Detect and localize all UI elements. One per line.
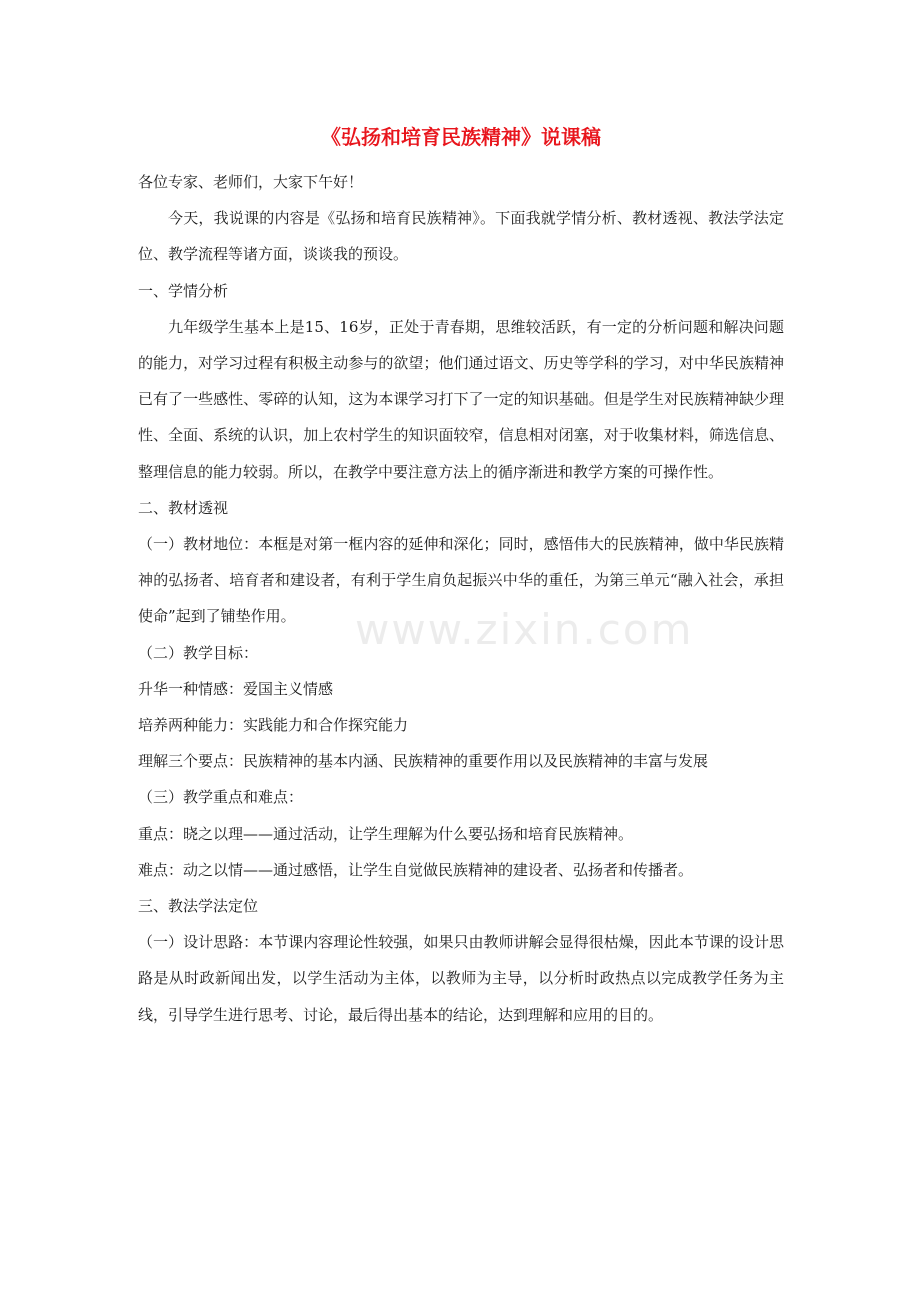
document-page xyxy=(138,0,784,1302)
body-line: 重点：晓之以理——通过活动，让学生理解为什么要弘扬和培育民族精神。 xyxy=(138,824,634,843)
body-paragraph: （一）设计思路：本节课内容理论性较强，如果只由教师讲解会显得很枯燥，因此本节课的设计思路是从时政新闻出发，以学生活动为主体，以教师为主导，以分析时政热点以完成教学任务为主线，引导学生进行思考、讨论，最后得出基本的结论，达到理解和应用的目的。 xyxy=(138,933,784,1024)
document-body xyxy=(138,164,784,1033)
body-line: 难点：动之以情——通过感悟，让学生自觉做民族精神的建设者、弘扬者和传播者。 xyxy=(138,860,694,879)
body-paragraph: 九年级学生基本上是15、16岁，正处于青春期，思维较活跃，有一定的分析问题和解决问题的能力，对学习过程有积极主动参与的欲望；他们通过语文、历史等学科的学习，对中华民族精神已有了一些感性、零碎的认知，这为本课学习打下了一定的知识基础。但是学生对民族精神缺少理性、全面、系统的认识，加上农村学生的知识面较窄，信息相对闭塞，对于收集材料，筛选信息、整理信息的能力较弱。所以，在教学中要注意方法上的循序渐进和教学方案的可操作性。 xyxy=(138,317,784,481)
section-heading: 二、教材透视 xyxy=(138,498,229,517)
body-line: 升华一种情感：爱国主义情感 xyxy=(138,679,334,698)
document-title: 《弘扬和培育民族精神》说课稿 xyxy=(321,125,601,149)
intro-paragraph: 今天，我说课的内容是《弘扬和培育民族精神》。下面我就学情分析、教材透视、教法学法定位、教学流程等诸方面，谈谈我的预设。 xyxy=(138,209,784,264)
body-line: 理解三个要点：民族精神的基本内涵、民族精神的重要作用以及民族精神的丰富与发展 xyxy=(138,752,709,771)
subsection-heading: （三）教学重点和难点： xyxy=(138,788,304,807)
section-heading: 三、教法学法定位 xyxy=(138,897,259,916)
greeting-paragraph: 各位专家、老师们，大家下午好！ xyxy=(138,173,364,191)
body-paragraph: （一）教材地位：本框是对第一框内容的延伸和深化；同时，感悟伟大的民族精神，做中华民族精神的弘扬者、培育者和建设者，有利于学生肩负起振兴中华的重任，为第三单元“融入社会，承担使命”起到了铺垫作用。 xyxy=(138,535,784,626)
section-heading: 一、学情分析 xyxy=(138,281,229,300)
watermark: www.zixin.com xyxy=(355,605,694,654)
body-line: 培养两种能力：实践能力和合作探究能力 xyxy=(138,716,409,735)
subsection-heading: （二）教学目标： xyxy=(138,643,259,662)
